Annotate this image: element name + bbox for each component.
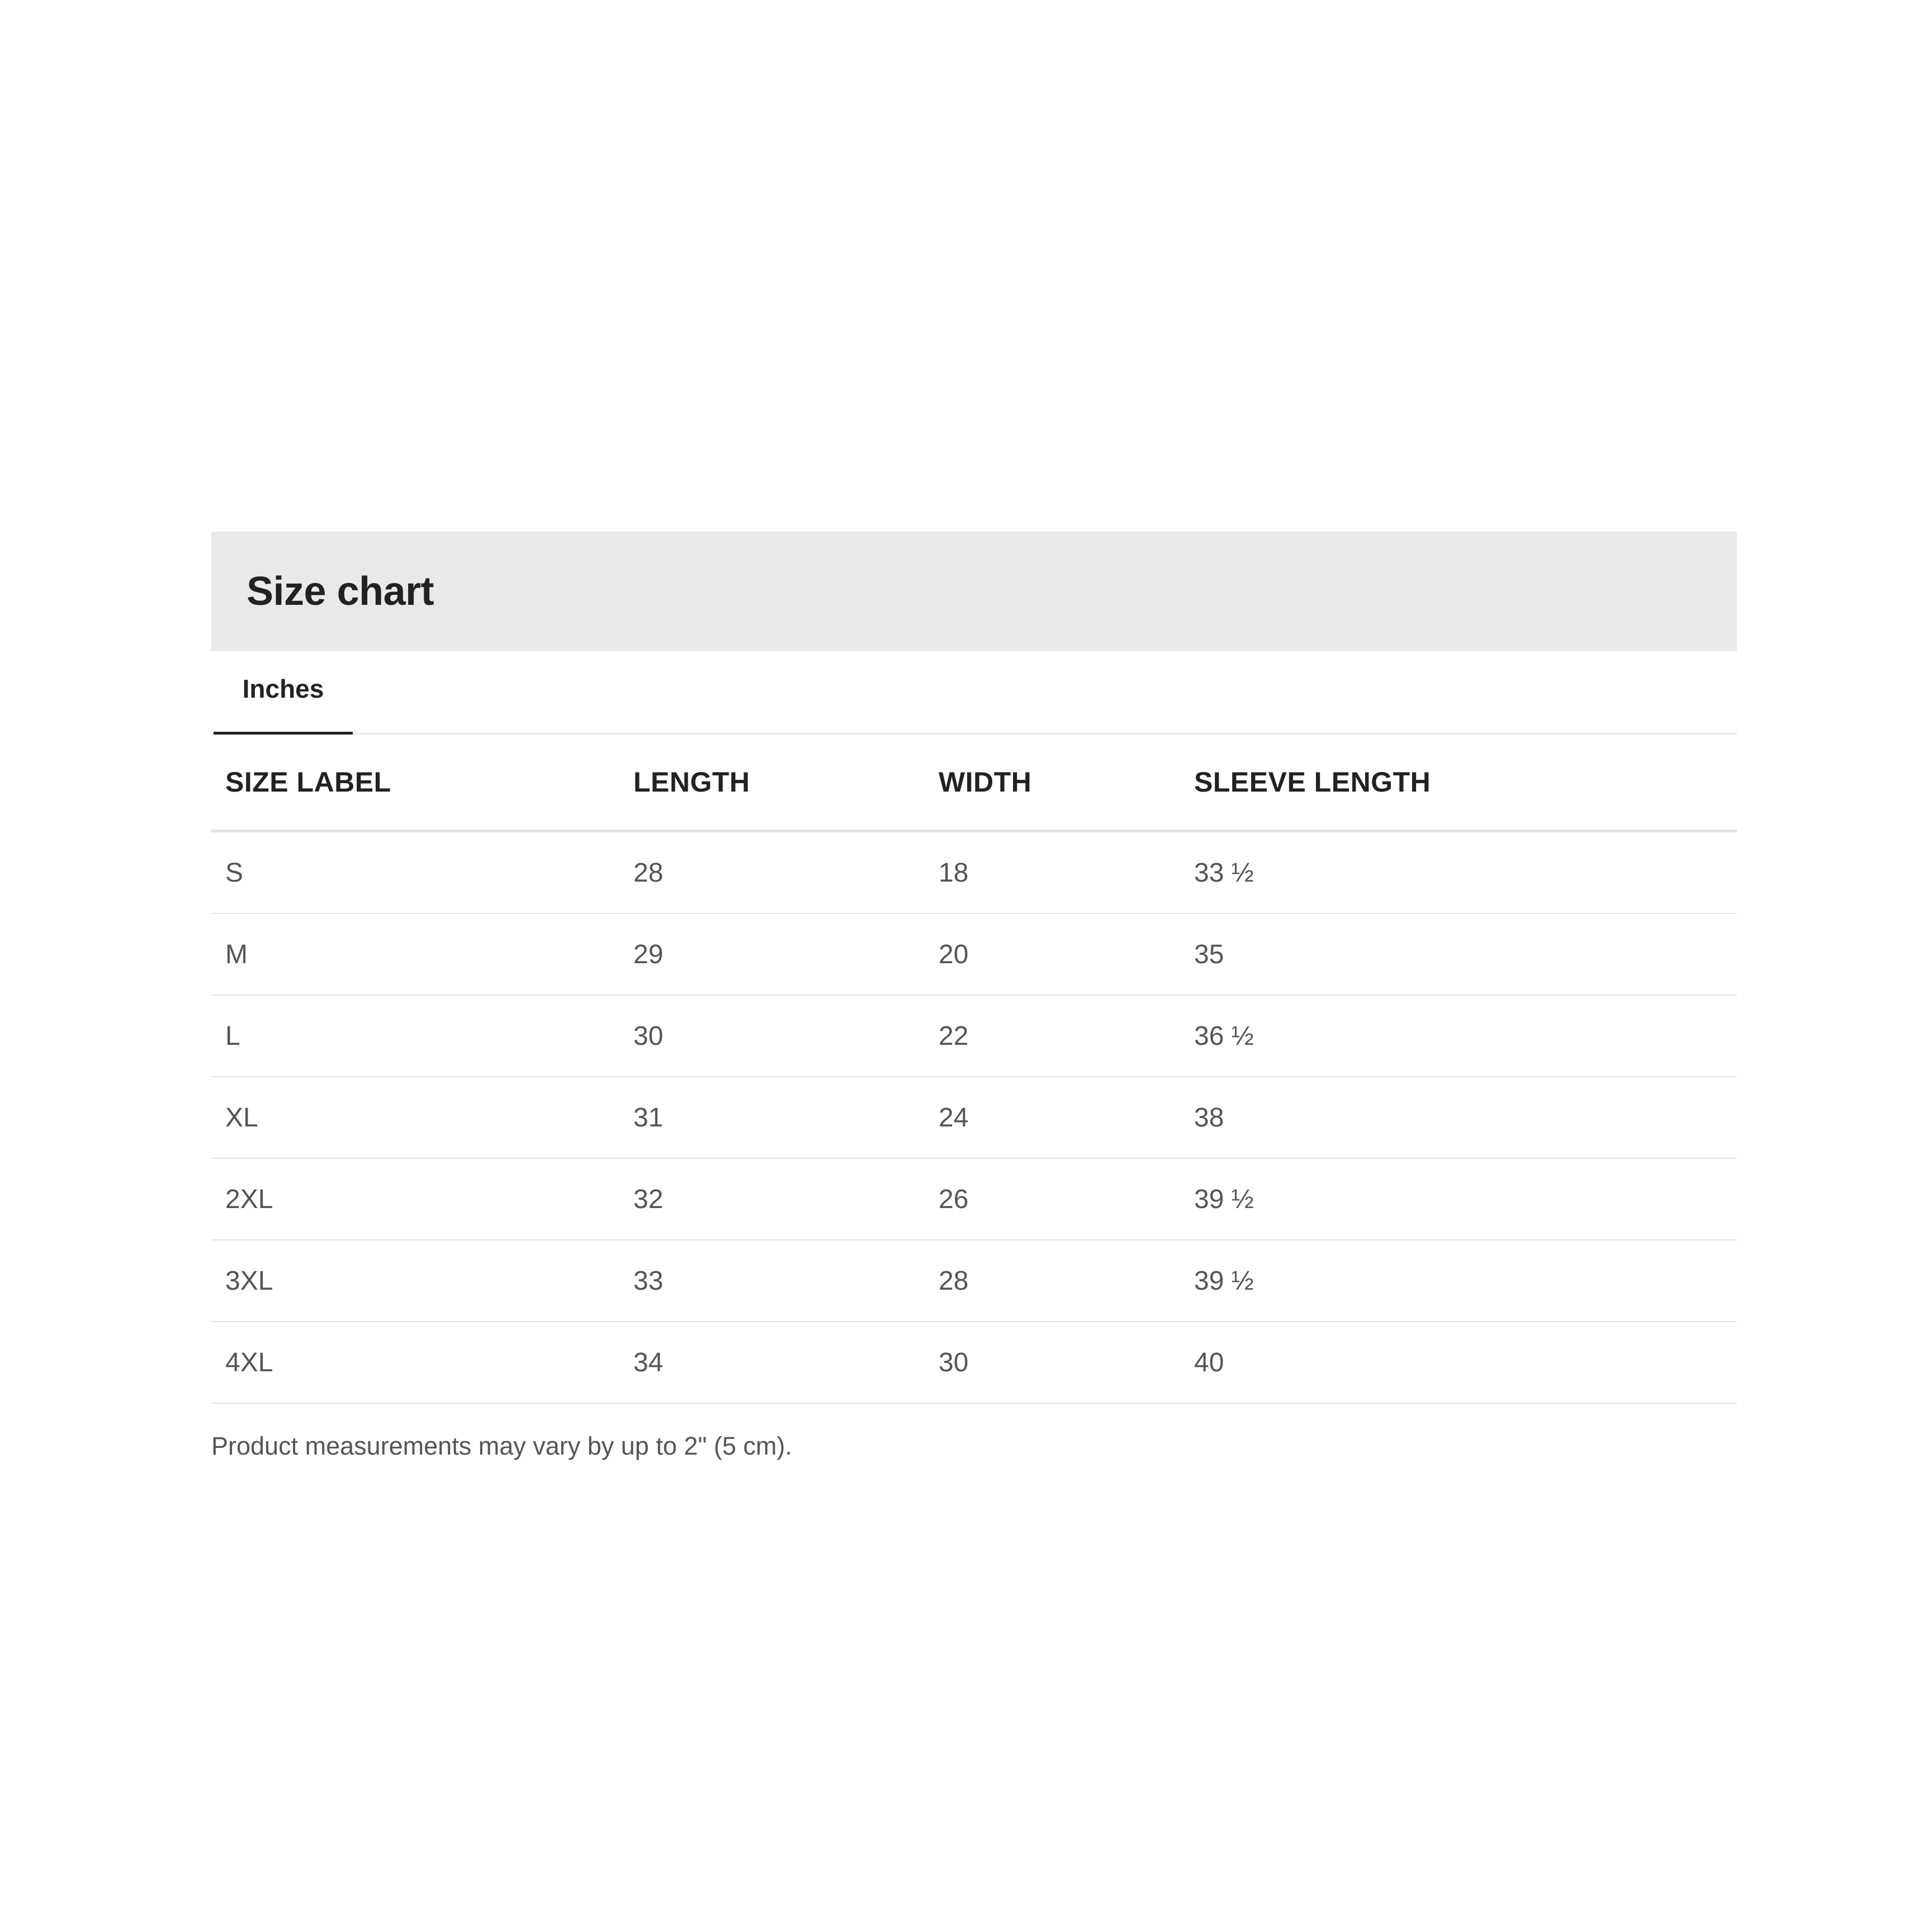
cell-size-label: XL <box>211 1077 619 1158</box>
cell-length: 28 <box>619 831 925 914</box>
tab-inches[interactable]: Inches <box>214 651 353 735</box>
cell-width: 26 <box>925 1158 1180 1240</box>
cell-sleeve-length: 39 ½ <box>1180 1240 1737 1322</box>
size-chart-header <box>211 532 1737 651</box>
cell-size-label: 3XL <box>211 1240 619 1322</box>
cell-width: 28 <box>925 1240 1180 1322</box>
size-chart <box>211 532 1737 1461</box>
table-header-row <box>211 735 1737 831</box>
table-row <box>211 1158 1737 1240</box>
cell-length: 34 <box>619 1322 925 1403</box>
cell-sleeve-length: 33 ½ <box>1180 831 1737 914</box>
cell-sleeve-length: 35 <box>1180 913 1737 995</box>
cell-size-label: 2XL <box>211 1158 619 1240</box>
table-row <box>211 913 1737 995</box>
cell-length: 29 <box>619 913 925 995</box>
column-header-sleeve-length: SLEEVE LENGTH <box>1180 735 1737 831</box>
column-header-length: LENGTH <box>619 735 925 831</box>
cell-length: 33 <box>619 1240 925 1322</box>
cell-length: 31 <box>619 1077 925 1158</box>
table-row <box>211 831 1737 914</box>
column-header-width: WIDTH <box>925 735 1180 831</box>
table-row <box>211 995 1737 1077</box>
table-row <box>211 1240 1737 1322</box>
cell-size-label: S <box>211 831 619 914</box>
cell-sleeve-length: 36 ½ <box>1180 995 1737 1077</box>
cell-length: 30 <box>619 995 925 1077</box>
cell-size-label: M <box>211 913 619 995</box>
cell-width: 22 <box>925 995 1180 1077</box>
column-header-size-label: SIZE LABEL <box>211 735 619 831</box>
cell-width: 30 <box>925 1322 1180 1403</box>
table-row <box>211 1077 1737 1158</box>
cell-size-label: L <box>211 995 619 1077</box>
table-row <box>211 1322 1737 1403</box>
cell-sleeve-length: 38 <box>1180 1077 1737 1158</box>
unit-tabs <box>211 651 1737 735</box>
cell-width: 24 <box>925 1077 1180 1158</box>
cell-width: 18 <box>925 831 1180 914</box>
page-title: Size chart <box>247 569 434 614</box>
cell-size-label: 4XL <box>211 1322 619 1403</box>
cell-length: 32 <box>619 1158 925 1240</box>
measurement-footnote: Product measurements may vary by up to 2" (5 cm). <box>211 1432 792 1460</box>
cell-sleeve-length: 39 ½ <box>1180 1158 1737 1240</box>
cell-width: 20 <box>925 913 1180 995</box>
size-table <box>211 735 1737 1404</box>
cell-sleeve-length: 40 <box>1180 1322 1737 1403</box>
